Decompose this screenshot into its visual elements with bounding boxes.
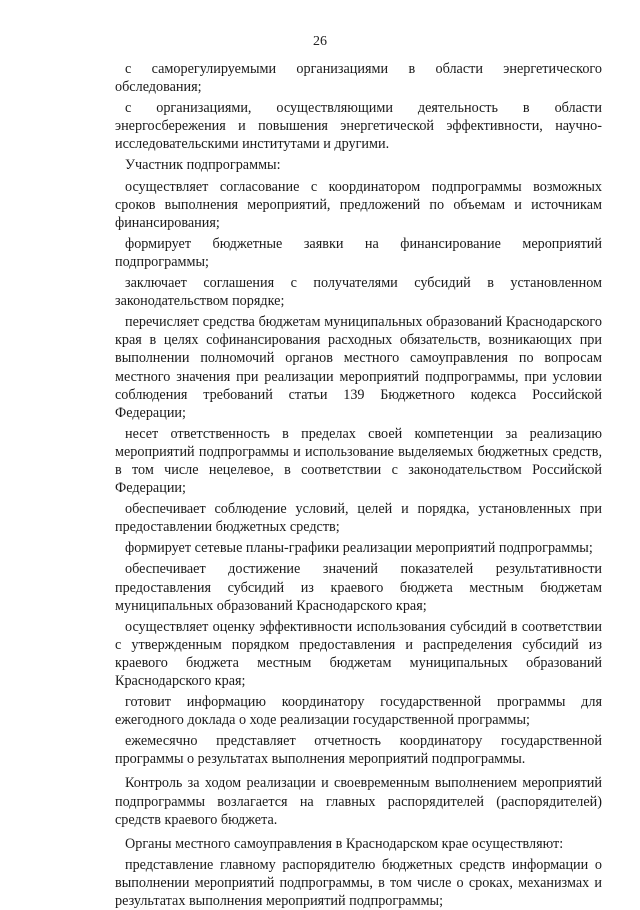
paragraph: Участник подпрограммы: <box>125 157 281 174</box>
paragraph: Контроль за ходом реализации и своевременным выполнением мероприятий подпрограммы возлагается на главных распорядителей (распорядителей) средств краевого бюджета. <box>115 775 602 828</box>
paragraph: ежемесячно представляет отчетность координатору государственной программы о результатах выполнения мероприятий подпрограммы. <box>115 733 602 768</box>
paragraph: с организациями, осуществляющими деятельность в области энергосбережения и повышения энергетической эффективности, научно-исследовательскими институтами и другими. <box>115 100 602 153</box>
paragraph: осуществляет согласование с координатором подпрограммы возможных сроков выполнения мероприятий, предложений по объемам и источникам финансирования; <box>115 178 602 231</box>
page-number: 26 <box>313 34 327 49</box>
paragraph: обеспечивает соблюдение условий, целей и порядка, установленных при предоставлении бюджетных средств; <box>115 501 602 536</box>
paragraph: заключает соглашения с получателями субсидий в установленном законодательством порядке; <box>115 275 602 310</box>
paragraph: готовит информацию координатору государственной программы для ежегодного доклада о ходе реализации государственной программы; <box>115 694 602 729</box>
paragraph: формирует бюджетные заявки на финансирование мероприятий подпрограммы; <box>115 235 602 270</box>
paragraph: осуществляет оценку эффективности использования субсидий в соответствии с утвержденным порядком предоставления и распределения субсидий из краевого бюджета местным бюджетам муниципальных образований Краснодарского края; <box>115 618 602 689</box>
document-body <box>115 60 602 910</box>
paragraph: несет ответственность в пределах своей компетенции за реализацию мероприятий подпрограммы и использование выделяемых бюджетных средств, в том числе нецелевое, в соответствии с законодательством Российской Федерации; <box>115 425 602 497</box>
paragraph: Органы местного самоуправления в Краснодарском крае осуществляют: <box>125 835 564 852</box>
paragraph: представление главному распорядителю бюджетных средств информации о выполнении мероприятий подпрограммы, в том числе о сроках, механизмах и результатах выполнения мероприятий подпрограммы; <box>115 856 602 910</box>
paragraph: перечисляет средства бюджетам муниципальных образований Краснодарского края в целях софинансирования расходных обязательств, возникающих при выполнении полномочий органов местного самоуправления по вопросам местного значения при реализации мероприятий подпрограммы, при условии соблюдения требований статьи 139 Бюджетного кодекса Российской Федерации; <box>115 314 602 421</box>
paragraph: формирует сетевые планы-графики реализации мероприятий подпрограммы; <box>125 540 593 557</box>
paragraph: с саморегулируемыми организациями в области энергетического обследования; <box>115 61 602 96</box>
paragraph: обеспечивает достижение значений показателей результативности предоставления субсидий из краевого бюджета местным бюджетам муниципальных образований Краснодарского края; <box>115 561 602 614</box>
